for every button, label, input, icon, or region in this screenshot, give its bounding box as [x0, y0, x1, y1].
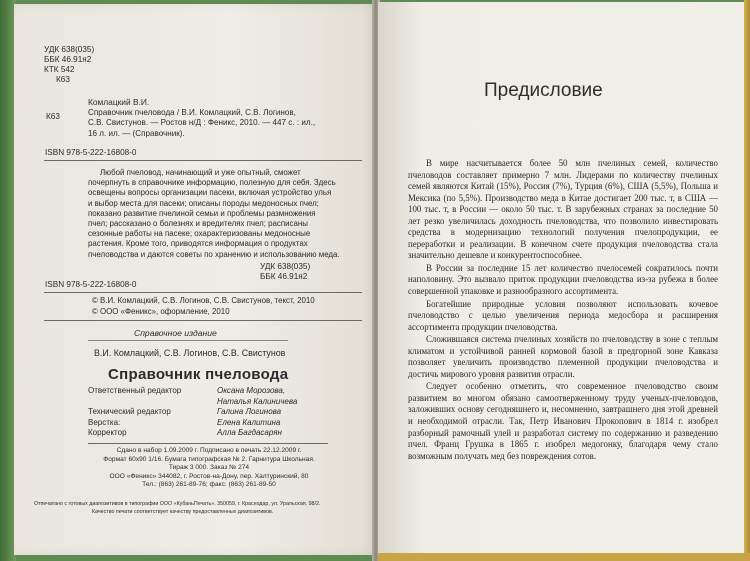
annotation-line: пчеловодства и даются советы по хранению и использованию меда.: [88, 249, 340, 259]
print-info: [100, 447, 318, 490]
staff-name: Оксана Морозова,: [217, 386, 286, 395]
annotation-line: почерпнуть в справочнике информацию, полезную для себя. Здесь: [88, 178, 336, 188]
isbn-top: ISBN 978-5-222-16808-0: [45, 148, 137, 157]
biblio-line: С.В. Свистунов. — Ростов н/Д : Феникс, 2010. — 447 с. : ил.,: [88, 118, 316, 128]
preface-paragraph: В России за последние 15 лет количество пчелосемей сократилось почти наполовину. Это вызвало приток продукции пчеловодства из-за рубежа в более совершенной упаковке и разнообразного ассортимента.: [408, 262, 718, 297]
copyright-block: [92, 296, 315, 317]
print-line: Сдано в набор 1.09.2009 г. Подписано в печать 22.12.2009 г.: [116, 447, 302, 454]
bbk-line: ББК 46.91я2: [260, 272, 308, 281]
annotation-line: показано развитие пчелиной семьи и проблемы размножения: [88, 208, 316, 218]
divider: [88, 443, 328, 444]
staff-name: Алла Багдасарян: [217, 428, 282, 437]
bbk-line: ББК 46.91я2: [44, 55, 92, 64]
staff-name: Наталья Калиничева: [217, 396, 298, 406]
staff-role: [88, 397, 181, 408]
print-line: Тел.: (863) 261-89-76; факс: (863) 261-89-50: [142, 481, 276, 488]
divider: [44, 160, 362, 161]
print-line: Формат 60x90 1/16. Бумага типографская № 2. Гарнитура Школьная.: [103, 455, 315, 463]
edition-type: Справочное издание: [134, 328, 217, 338]
authors-line: В.И. Комлацкий, С.В. Логинов, С.В. Свистунов: [94, 348, 286, 358]
annotation-line: Любой пчеловод, начинающий и уже опытный, сможет: [100, 168, 301, 177]
annotation-line: и выбор места для пасеки; описаны породы медоносных пчел;: [88, 198, 319, 208]
preface-title: Предисловие: [484, 80, 603, 101]
cover-edge-bottom: [378, 553, 750, 561]
preface-paragraph: В мире насчитывается более 50 млн пчелиных семей, количество пчеловодов составляет примерно 7 млн. Лидерами по количеству пчелиных семей являются Китай (15%), Россия (7%), Турция (6%), США (5,5%), Польша и Мексика (по 5,5%). Производство меда в Китае достигает 200 тыс. т, в США — 100 тыс. т, в России — около 50 тыс. т. В зарубежных странах за последние 50 лет резко увеличилась доходность пчеловодства, что позволило инвестировать средства в модернизацию технологий получения пчелопродукции, ее переработки и реализации. В конечном счете продукция пчеловодства стала значительно дешевле и конкурентоспособнее.: [408, 158, 718, 261]
annotation-line: растения. Кроме того, приводятся информация о продуктах: [88, 239, 308, 249]
staff-role: Ответственный редактор: [88, 386, 182, 395]
udk-block-top: [44, 45, 94, 85]
annotation-line: пчел; рассказано о болезнях и вредителях пчел; расписаны: [88, 219, 308, 229]
staff-role: Верстка:: [88, 417, 121, 427]
k63-margin-code: К63: [46, 112, 60, 121]
printer-info: [34, 500, 320, 516]
staff-role: Корректор: [88, 428, 127, 437]
bibliographic-description: [88, 108, 315, 139]
k63-line: К63: [56, 75, 70, 84]
preface-body: [408, 158, 718, 462]
divider: [44, 292, 362, 293]
divider: [88, 340, 288, 341]
udk-block-bottom: [260, 262, 310, 282]
cover-edge-right: [744, 0, 750, 561]
biblio-line: 16 л. ил. — (Справочник).: [88, 128, 185, 138]
annotation-line: сезонные работы на пасеке; охарактеризованы медоносные: [88, 229, 311, 239]
printer-line: Отпечатано с готовых диапозитивов в типографии ООО «КубаньПечать». 350059, г. Краснодар, ул. Уральская, 98/2.: [34, 501, 321, 507]
ktk-line: КТК 542: [44, 65, 75, 74]
book-title: Справочник пчеловода: [108, 366, 289, 383]
print-line: Тираж 3 000. Заказ № 274: [168, 464, 250, 471]
copyright-line: © ООО «Феникс», оформление, 2010: [92, 306, 230, 316]
preface-paragraph: Богатейшие природные условия позволяют использовать кочевое пчеловодство с целью увеличения периода медосбора и расширения ассортимента продукции пчеловодства.: [408, 298, 718, 332]
udk-line: УДК 638(035): [260, 262, 311, 271]
author-heading: Комлацкий В.И.: [88, 97, 150, 107]
udk-line: УДК 638(035): [44, 45, 95, 54]
divider: [44, 320, 362, 321]
staff-roles: [88, 386, 181, 439]
annotation: [88, 168, 340, 260]
isbn-bottom: ISBN 978-5-222-16808-0: [45, 280, 137, 289]
preface-paragraph: Сложившаяся система пчелиных хозяйств по пчеловодству в зоне с теплым климатом и устойчивой ранней кормовой базой в предгорной зоне Кавказа позволяет увеличить производство племенной продукции пчеловодства и достичь мирового уровня развития отрасли.: [408, 334, 718, 379]
biblio-line: Справочник пчеловода / В.И. Комлацкий, С.В. Логинов,: [88, 108, 296, 117]
copyright-line: © В.И. Комлацкий, С.В. Логинов, С.В. Свистунов, текст, 2010: [92, 296, 315, 305]
staff-names: [217, 386, 297, 439]
staff-role: Технический редактор: [88, 407, 171, 416]
printer-line: Качество печати соответствует качеству предоставленных диапозитивов.: [92, 509, 274, 515]
preface-paragraph: Следует особенно отметить, что современное пчеловодство своим развитием во многом обязано самоотверженному труду ученых-пчеловодов, заложивших основу сегодняшнего и, несомненно, завтрашнего дня этой древней и необходимой отрасли. Так, Петр Иванович Прокопович в 1814 г. изобрел разборный рамочный улей и разработал систему по содержанию и разведению пчел. Франц Грушка в 1865 г. изобрел медогонку, благодаря чему стало возможным получать мед без повреждения сотов.: [408, 381, 718, 461]
staff-name: Галина Логинова: [217, 407, 282, 416]
annotation-line: освещены вопросы организации пасеки, включая устройство улья: [88, 188, 332, 198]
staff-name: Елена Калитина: [217, 417, 281, 427]
print-line: ООО «Феникс» 344082, г. Ростов-на-Дону, пер. Халтуринский, 80: [109, 472, 309, 480]
